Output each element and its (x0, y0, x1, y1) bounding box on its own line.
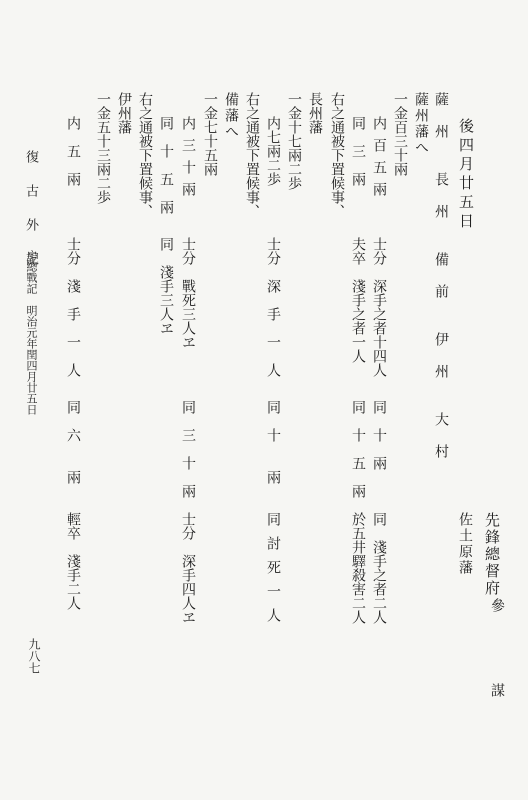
ishu-heading: 伊州藩 (116, 92, 132, 134)
bizen-2-a: 同 淺手三人ヱ (158, 237, 174, 335)
choshu-heading: 長州藩 (307, 92, 323, 134)
notice-2: 右之通被下置候事、 (244, 92, 260, 218)
satsuma-1-c: 同 淺手之者二人 (371, 512, 387, 624)
ishu-1-c: 輕卒 淺手二人 (65, 512, 81, 610)
bizen-heading: 備藩へ (223, 92, 239, 140)
header-date: 後四月廿五日 (457, 118, 475, 232)
notice-3: 右之通被下置候事、 (137, 92, 153, 218)
bizen-total: 一金七十五兩 (202, 92, 218, 176)
bizen-1-a: 士分 戰死三人ヱ (180, 237, 196, 349)
choshu-1-a: 士分 深 手 一 人 (265, 237, 281, 377)
satsuma-2-c: 於五井驛殺害二人 (350, 512, 366, 624)
page-number: 九八七 (27, 638, 41, 674)
book-title: 復 古 外 記 (23, 150, 38, 269)
choshu-1-head: 内七兩二歩 (265, 116, 281, 186)
choshu-1-c: 同討死一人 (265, 512, 281, 632)
satsuma-total: 一金百三十兩 (392, 92, 408, 176)
clan-list: 薩 州 長 州 備 前 伊 州 大 村 (433, 92, 449, 460)
satsuma-1-a: 士分 深手之者十四人 (371, 237, 387, 377)
choshu-total: 一金十七兩二歩 (286, 92, 302, 190)
ishu-1-a: 士分 淺 手 一 人 (65, 237, 81, 377)
header-office: 先鋒總督府 (483, 512, 501, 597)
header-office-title: 參 (489, 598, 505, 612)
satsuma-2-a: 夫卒 淺手之者一人 (350, 237, 366, 363)
bizen-1-b: 同 三 十 兩 (180, 400, 196, 498)
clan-list-extra: 佐土原藩 (457, 512, 473, 576)
header-office-role: 謀 (489, 683, 505, 697)
ishu-1-head: 内 五 兩 (65, 116, 81, 186)
satsuma-2-b: 同 十 五 兩 (350, 400, 366, 498)
satsuma-1-head: 内百五兩 (371, 116, 387, 204)
bizen-2-head: 同 十 五 兩 (158, 116, 174, 214)
bizen-1-head: 内三十兩 (180, 116, 196, 204)
ishu-1-b: 同 六 兩 (65, 400, 81, 484)
ishu-total: 一金五十三兩二歩 (95, 92, 111, 204)
notice-1: 右之通被下置候事、 (329, 92, 345, 218)
choshu-1-b: 同 十 兩 (265, 400, 281, 484)
bizen-1-c: 士分 深手四人ヱ (180, 512, 196, 624)
source-citation: 房總戰記 明治元年閏四月廿五日 (25, 250, 38, 415)
satsuma-1-b: 同 十 兩 (371, 400, 387, 470)
satsuma-heading: 薩州藩へ (413, 92, 429, 156)
satsuma-2-head: 同 三 兩 (350, 116, 366, 186)
